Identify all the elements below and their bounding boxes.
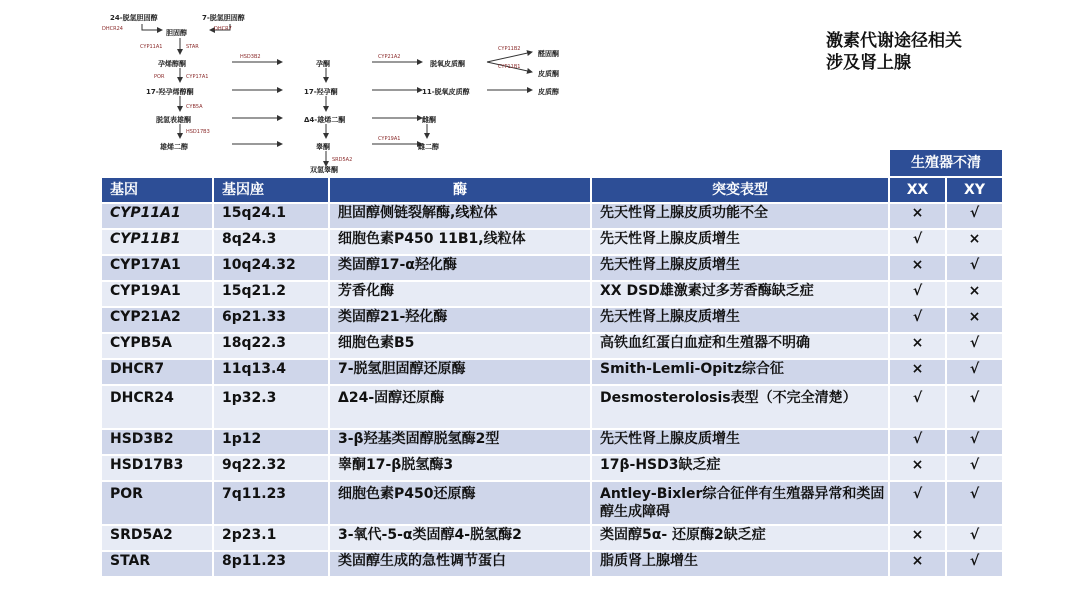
pathway-enzyme: HSD17B3 (186, 129, 210, 135)
enzyme-cell: 细胞色素P450还原酶 (330, 482, 590, 524)
phenotype-cell: Smith-Lemli-Opitz综合征 (592, 360, 888, 384)
gene-cell: CYPB5A (102, 334, 212, 358)
pathway-node: 睾酮 (316, 143, 330, 151)
pathway-node: 雌酮 (422, 116, 436, 124)
locus-cell: 8q24.3 (214, 230, 328, 254)
slide-title (826, 30, 962, 74)
xy-cell: √ (947, 334, 1002, 358)
xx-cell: √ (890, 482, 945, 524)
table-row (102, 456, 1002, 480)
table-row (102, 230, 1002, 254)
enzyme-cell: 类固醇17-α羟化酶 (330, 256, 590, 280)
pathway-enzyme: CYP11B1 (498, 64, 521, 70)
xx-cell: × (890, 360, 945, 384)
locus-cell: 11q13.4 (214, 360, 328, 384)
slide-title-line-1: 激素代谢途径相关 (826, 31, 962, 51)
pathway-node: 7-脱氢胆固醇 (202, 14, 245, 22)
pathway-enzyme: CYP11A1 (140, 44, 163, 50)
gene-cell: CYP19A1 (102, 282, 212, 306)
pathway-enzyme: CYP21A2 (378, 54, 401, 60)
gene-cell: POR (102, 482, 212, 524)
enzyme-cell: 类固醇生成的急性调节蛋白 (330, 552, 590, 576)
pathway-node: 皮质酮 (538, 70, 559, 78)
xx-cell: √ (890, 230, 945, 254)
xy-cell: × (947, 230, 1002, 254)
pathway-enzyme: DHCR24 (102, 26, 123, 32)
table-row (102, 552, 1002, 576)
locus-cell: 8p11.23 (214, 552, 328, 576)
table-row (102, 386, 1002, 428)
xy-cell: √ (947, 256, 1002, 280)
gene-cell: HSD3B2 (102, 430, 212, 454)
xy-cell: × (947, 308, 1002, 332)
phenotype-cell: 类固醇5α- 还原酶2缺乏症 (592, 526, 888, 550)
xy-cell: √ (947, 456, 1002, 480)
xy-cell: √ (947, 360, 1002, 384)
xx-cell: √ (890, 430, 945, 454)
pathway-node: 胆固醇 (166, 29, 187, 37)
phenotype-cell: 脂质肾上腺增生 (592, 552, 888, 576)
pathway-enzyme: CYP17A1 (186, 74, 209, 80)
xy-cell: √ (947, 552, 1002, 576)
phenotype-cell: 17β-HSD3缺乏症 (592, 456, 888, 480)
table-row (102, 334, 1002, 358)
header-gene: 基因 (102, 178, 212, 202)
enzyme-cell: 7-脱氢胆固醇还原酶 (330, 360, 590, 384)
header-locus: 基因座 (214, 178, 328, 202)
gene-table (100, 148, 1004, 578)
xx-cell: √ (890, 282, 945, 306)
phenotype-cell: XX DSD雄激素过多芳香酶缺乏症 (592, 282, 888, 306)
xy-cell: × (947, 282, 1002, 306)
gene-cell: DHCR7 (102, 360, 212, 384)
pathway-enzyme: POR (154, 74, 165, 80)
pathway-enzyme: CYP11B2 (498, 46, 521, 52)
locus-cell: 6p21.33 (214, 308, 328, 332)
gene-cell: CYP21A2 (102, 308, 212, 332)
pathway-node: 醛固酮 (538, 50, 559, 58)
pathway-node: 孕酮 (316, 60, 330, 68)
xx-cell: √ (890, 308, 945, 332)
xy-cell: √ (947, 482, 1002, 524)
locus-cell: 15q21.2 (214, 282, 328, 306)
xx-cell: × (890, 204, 945, 228)
phenotype-cell: Desmosterolosis表型（不完全清楚） (592, 386, 888, 428)
header-phenotype: 突变表型 (592, 178, 888, 202)
xy-cell: √ (947, 204, 1002, 228)
locus-cell: 10q24.32 (214, 256, 328, 280)
table-row (102, 282, 1002, 306)
xy-cell: √ (947, 430, 1002, 454)
xx-cell: × (890, 552, 945, 576)
enzyme-cell: 细胞色素P450 11B1,线粒体 (330, 230, 590, 254)
phenotype-cell: 先天性肾上腺皮质增生 (592, 308, 888, 332)
pathway-node: 17-羟孕烯醇酮 (146, 88, 194, 96)
enzyme-cell: 睾酮17-β脱氢酶3 (330, 456, 590, 480)
gene-cell: DHCR24 (102, 386, 212, 428)
gene-cell: CYP17A1 (102, 256, 212, 280)
pathway-node: 雄烯二醇 (160, 143, 188, 151)
phenotype-cell: 先天性肾上腺皮质功能不全 (592, 204, 888, 228)
pathway-node: Δ4-雄烯二酮 (304, 116, 346, 124)
pathway-enzyme: STAR (186, 44, 199, 50)
table-row (102, 482, 1002, 524)
locus-cell: 2p23.1 (214, 526, 328, 550)
gene-cell: CYP11A1 (102, 204, 212, 228)
locus-cell: 7q11.23 (214, 482, 328, 524)
locus-cell: 18q22.3 (214, 334, 328, 358)
enzyme-cell: 芳香化酶 (330, 282, 590, 306)
pathway-enzyme: CYP19A1 (378, 136, 401, 142)
locus-cell: 1p12 (214, 430, 328, 454)
pathway-node: 雌二醇 (418, 143, 439, 151)
enzyme-cell: 3-氧代-5-α类固醇4-脱氢酶2 (330, 526, 590, 550)
table-row (102, 204, 1002, 228)
slide-title-line-2: 涉及肾上腺 (826, 53, 911, 73)
enzyme-cell: 3-β羟基类固醇脱氢酶2型 (330, 430, 590, 454)
pathway-enzyme: CYB5A (186, 104, 203, 110)
phenotype-cell: 先天性肾上腺皮质增生 (592, 256, 888, 280)
pathway-enzyme: HSD3B2 (240, 54, 261, 60)
xx-cell: × (890, 456, 945, 480)
pathway-node: 11-脱氧皮质醇 (422, 88, 470, 96)
enzyme-cell: 类固醇21-羟化酶 (330, 308, 590, 332)
pathway-node: 24-脱氢胆固醇 (110, 14, 158, 22)
phenotype-cell: 先天性肾上腺皮质增生 (592, 230, 888, 254)
header-xy: XY (947, 178, 1002, 202)
xx-cell: √ (890, 386, 945, 428)
xy-cell: √ (947, 526, 1002, 550)
enzyme-cell: 胆固醇侧链裂解酶,线粒体 (330, 204, 590, 228)
xx-cell: × (890, 526, 945, 550)
table-row (102, 526, 1002, 550)
pathway-node: 双氢睾酮 (310, 166, 338, 174)
enzyme-cell: Δ24-固醇还原酶 (330, 386, 590, 428)
gene-cell: SRD5A2 (102, 526, 212, 550)
ambiguous-genitalia-group-header: 生殖器不清 (890, 150, 1002, 176)
xy-cell: √ (947, 386, 1002, 428)
table-row (102, 308, 1002, 332)
phenotype-cell: Antley-Bixler综合征伴有生殖器异常和类固醇生成障碍 (592, 482, 888, 524)
header-xx: XX (890, 178, 945, 202)
gene-cell: HSD17B3 (102, 456, 212, 480)
phenotype-cell: 高铁血红蛋白血症和生殖器不明确 (592, 334, 888, 358)
locus-cell: 9q22.32 (214, 456, 328, 480)
xx-cell: × (890, 256, 945, 280)
locus-cell: 15q24.1 (214, 204, 328, 228)
pathway-node: 17-羟孕酮 (304, 88, 338, 96)
enzyme-cell: 细胞色素B5 (330, 334, 590, 358)
pathway-node: 皮质醇 (538, 88, 559, 96)
table-row (102, 360, 1002, 384)
phenotype-cell: 先天性肾上腺皮质增生 (592, 430, 888, 454)
table-row (102, 430, 1002, 454)
pathway-enzyme: SRD5A2 (332, 157, 353, 163)
locus-cell: 1p32.3 (214, 386, 328, 428)
pathway-node: 脱氢表雄酮 (156, 116, 191, 124)
header-enzyme: 酶 (330, 178, 590, 202)
gene-cell: STAR (102, 552, 212, 576)
gene-cell: CYP11B1 (102, 230, 212, 254)
table-row (102, 256, 1002, 280)
pathway-enzyme: DHCR7 (214, 26, 232, 32)
pathway-node: 脱氧皮质酮 (430, 60, 465, 68)
xx-cell: × (890, 334, 945, 358)
pathway-node: 孕烯醇酮 (158, 60, 186, 68)
